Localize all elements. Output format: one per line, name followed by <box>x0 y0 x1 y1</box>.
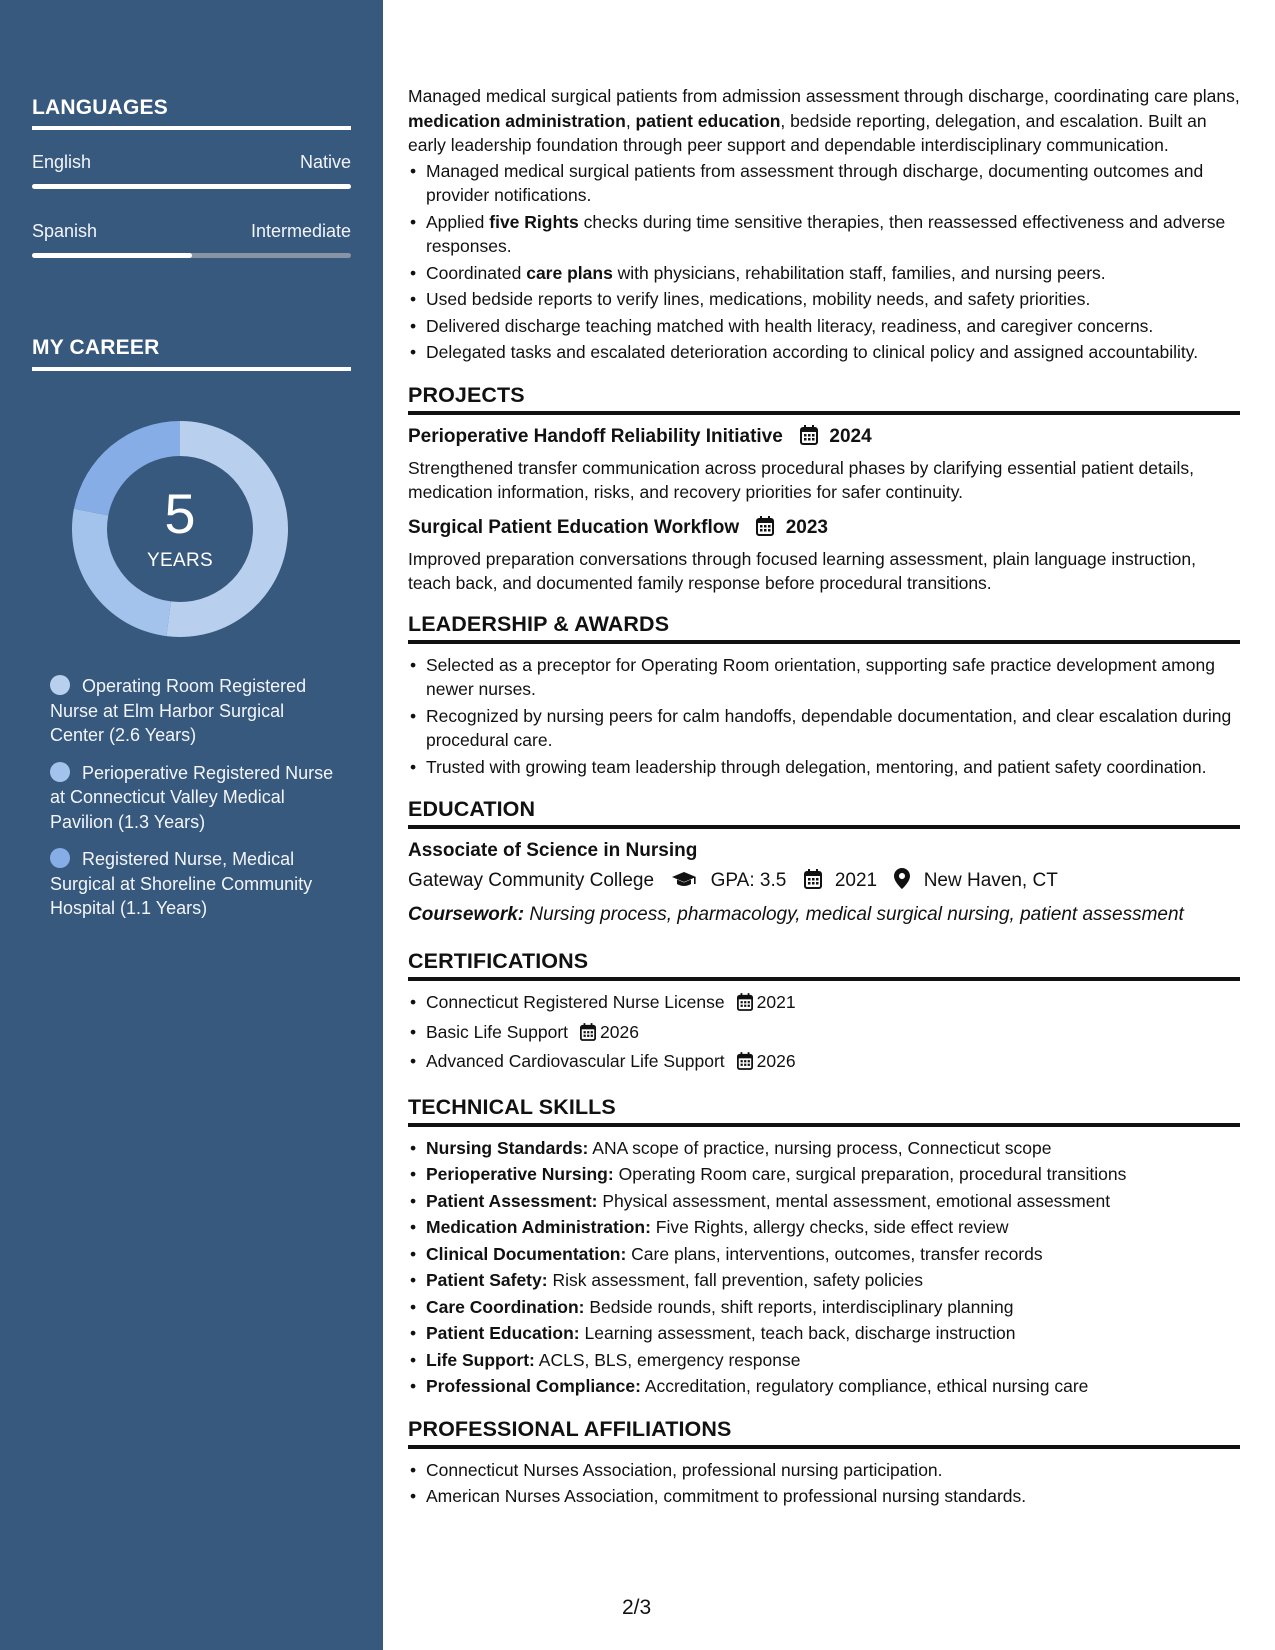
career-list <box>50 674 340 934</box>
experience-bullet: • Delivered discharge teaching matched with health literacy, readiness, and caregiver concerns. <box>408 314 1240 339</box>
skill-value: Risk assessment, fall prevention, safety policies <box>552 1270 924 1290</box>
skill-item <box>408 1348 1240 1373</box>
skill-item <box>408 1295 1240 1320</box>
page-number: 2/3 <box>622 1596 652 1619</box>
language-name: Spanish <box>32 221 98 241</box>
career-item-text: Operating Room Registered Nurse at Elm Harbor Surgical Center (2.6 Years) <box>50 676 307 745</box>
skill-item <box>408 1162 1240 1187</box>
skill-value: Operating Room care, surgical preparation, procedural transitions <box>618 1164 1127 1184</box>
experience-bullet: • Managed medical surgical patients from assessment through discharge, documenting outcomes and provider notifications. <box>408 159 1240 208</box>
map-pin-icon <box>894 868 910 898</box>
skill-label: Patient Assessment: <box>426 1190 598 1211</box>
language-name: English <box>32 152 92 172</box>
project-year: 2023 <box>785 516 828 538</box>
language-row-english <box>32 152 351 173</box>
affiliation-item: • American Nurses Association, commitment to professional nursing standards. <box>408 1484 1240 1509</box>
career-item <box>50 847 340 921</box>
skill-item <box>408 1136 1240 1161</box>
education-degree: Associate of Science in Nursing <box>408 840 698 861</box>
skill-value: ANA scope of practice, nursing process, Connecticut scope <box>592 1137 1052 1158</box>
education-gpa: GPA: 3.5 <box>710 870 787 891</box>
experience-bullets <box>408 159 1240 365</box>
career-heading: MY CAREER <box>32 336 160 359</box>
experience-bullet: • Delegated tasks and escalated deterioration according to clinical policy and assigned accountability. <box>408 340 1240 365</box>
language-bar-fill <box>32 253 192 258</box>
skill-label: Care Coordination: <box>426 1296 585 1317</box>
skill-label: Professional Compliance: <box>426 1376 641 1396</box>
education-school: Gateway Community College <box>408 870 655 891</box>
project-title-row <box>408 424 1240 453</box>
skill-label: Patient Safety: <box>426 1270 548 1290</box>
leadership-bullet: • Selected as a preceptor for Operating Room orientation, supporting safe practice development among newer nurses. <box>408 653 1240 702</box>
certification-name: Advanced Cardiovascular Life Support <box>426 1051 725 1071</box>
experience-intro: Managed medical surgical patients from admission assessment through discharge, coordinating care plans, medication administration, patient education, bedside reporting, delegation, and escalation. Built an early leadership foundation through peer support and dependable interdisciplinary communication. <box>408 86 1240 155</box>
career-item-text: Perioperative Registered Nurse at Connecticut Valley Medical Pavilion (1.3 Years) <box>50 762 334 832</box>
affiliation-item: • Connecticut Nurses Association, professional nursing participation. <box>408 1458 1240 1483</box>
calendar-icon <box>580 1023 596 1048</box>
calendar-icon <box>800 425 818 453</box>
skill-value: Physical assessment, mental assessment, emotional assessment <box>602 1190 1111 1211</box>
graduation-cap-icon <box>671 870 697 898</box>
skill-value: ACLS, BLS, emergency response <box>538 1349 801 1370</box>
career-donut-chart <box>65 414 295 644</box>
calendar-icon <box>756 516 774 544</box>
education-year: 2021 <box>834 870 878 891</box>
skill-item <box>408 1321 1240 1346</box>
skill-item <box>408 1242 1240 1267</box>
certifications-list <box>408 990 1240 1077</box>
affiliations-list <box>408 1458 1240 1509</box>
skill-item <box>408 1215 1240 1240</box>
skill-item <box>408 1268 1240 1293</box>
project-title-row <box>408 515 1240 544</box>
main-content <box>408 84 1240 1511</box>
education-coursework <box>408 901 1240 929</box>
certification-item <box>408 990 1240 1018</box>
projects-heading: PROJECTS <box>408 381 1240 415</box>
experience-bullet: • Coordinated care plans with physicians, rehabilitation staff, families, and nursing peers. <box>408 261 1240 286</box>
career-total-unit: YEARS <box>147 550 213 571</box>
certification-name: Connecticut Registered Nurse License <box>426 992 725 1012</box>
certification-item <box>408 1020 1240 1048</box>
language-bar-spanish <box>32 253 351 258</box>
leadership-bullets <box>408 653 1240 780</box>
project-title: Surgical Patient Education Workflow <box>408 516 740 538</box>
language-bar-english <box>32 184 351 189</box>
career-legend-dot <box>50 848 70 868</box>
career-legend-dot <box>50 675 70 695</box>
calendar-icon <box>737 993 753 1018</box>
calendar-icon <box>737 1052 753 1077</box>
language-row-spanish <box>32 221 351 242</box>
certification-year: 2021 <box>756 992 796 1012</box>
skill-item <box>408 1374 1240 1399</box>
leadership-heading: LEADERSHIP & AWARDS <box>408 610 1240 644</box>
skill-value: Learning assessment, teach back, discharge instruction <box>584 1323 1016 1343</box>
career-rule <box>32 367 351 371</box>
languages-heading: LANGUAGES <box>32 96 168 119</box>
skills-list <box>408 1136 1240 1399</box>
skill-value: Accreditation, regulatory compliance, ethical nursing care <box>644 1376 1089 1396</box>
project-title: Perioperative Handoff Reliability Initiative <box>408 425 783 447</box>
skills-heading: TECHNICAL SKILLS <box>408 1093 1240 1127</box>
education-location: New Haven, CT <box>923 870 1058 891</box>
skill-label: Perioperative Nursing: <box>426 1164 614 1184</box>
project-description: Improved preparation conversations through focused learning assessment, plain language instruction, teach back, and documented family response before procedural transitions. <box>408 548 1196 593</box>
skill-value: Care plans, interventions, outcomes, transfer records <box>631 1243 1043 1264</box>
coursework-text: Nursing process, pharmacology, medical surgical nursing, patient assessment <box>529 904 1184 925</box>
certification-item <box>408 1049 1240 1077</box>
project-description: Strengthened transfer communication across procedural phases by clarifying essential patient details, medication information, risks, and recovery priorities for safer continuity. <box>408 457 1194 502</box>
career-item-text: Registered Nurse, Medical Surgical at Shoreline Community Hospital (1.1 Years) <box>50 849 313 918</box>
coursework-label: Coursework: <box>408 904 525 925</box>
skill-label: Patient Education: <box>426 1323 580 1343</box>
experience-bullet: • Used bedside reports to verify lines, medications, mobility needs, and safety priorities. <box>408 287 1240 312</box>
leadership-bullet: • Recognized by nursing peers for calm handoffs, dependable documentation, and clear escalation during procedural care. <box>408 704 1240 753</box>
certifications-heading: CERTIFICATIONS <box>408 947 1240 981</box>
skill-label: Clinical Documentation: <box>426 1243 627 1264</box>
career-item <box>50 674 340 748</box>
career-item <box>50 761 340 835</box>
career-total-value: 5 <box>164 482 196 545</box>
education-heading: EDUCATION <box>408 795 1240 829</box>
certification-year: 2026 <box>756 1051 796 1071</box>
certification-year: 2026 <box>600 1021 639 1042</box>
skill-label: Life Support: <box>426 1349 535 1370</box>
sidebar <box>0 0 383 1650</box>
skill-item <box>408 1189 1240 1214</box>
leadership-bullet: • Trusted with growing team leadership through delegation, mentoring, and patient safety coordination. <box>408 755 1240 780</box>
skill-label: Nursing Standards: <box>426 1137 589 1158</box>
skill-value: Five Rights, allergy checks, side effect review <box>655 1217 1009 1237</box>
experience-bullet: • Applied five Rights checks during time sensitive therapies, then reassessed effectiveness and adverse responses. <box>408 210 1240 259</box>
skill-value: Bedside rounds, shift reports, interdisciplinary planning <box>589 1296 1014 1317</box>
language-level: Intermediate <box>250 221 351 241</box>
languages-rule <box>32 126 351 130</box>
certification-name: Basic Life Support <box>426 1021 569 1042</box>
calendar-icon <box>804 869 822 898</box>
skill-label: Medication Administration: <box>426 1217 651 1237</box>
career-legend-dot <box>50 762 70 782</box>
language-level: Native <box>299 152 351 172</box>
affiliations-heading: PROFESSIONAL AFFILIATIONS <box>408 1415 1240 1449</box>
project-year: 2024 <box>829 425 872 447</box>
language-bar-fill <box>32 184 351 189</box>
education-meta <box>408 867 1240 898</box>
